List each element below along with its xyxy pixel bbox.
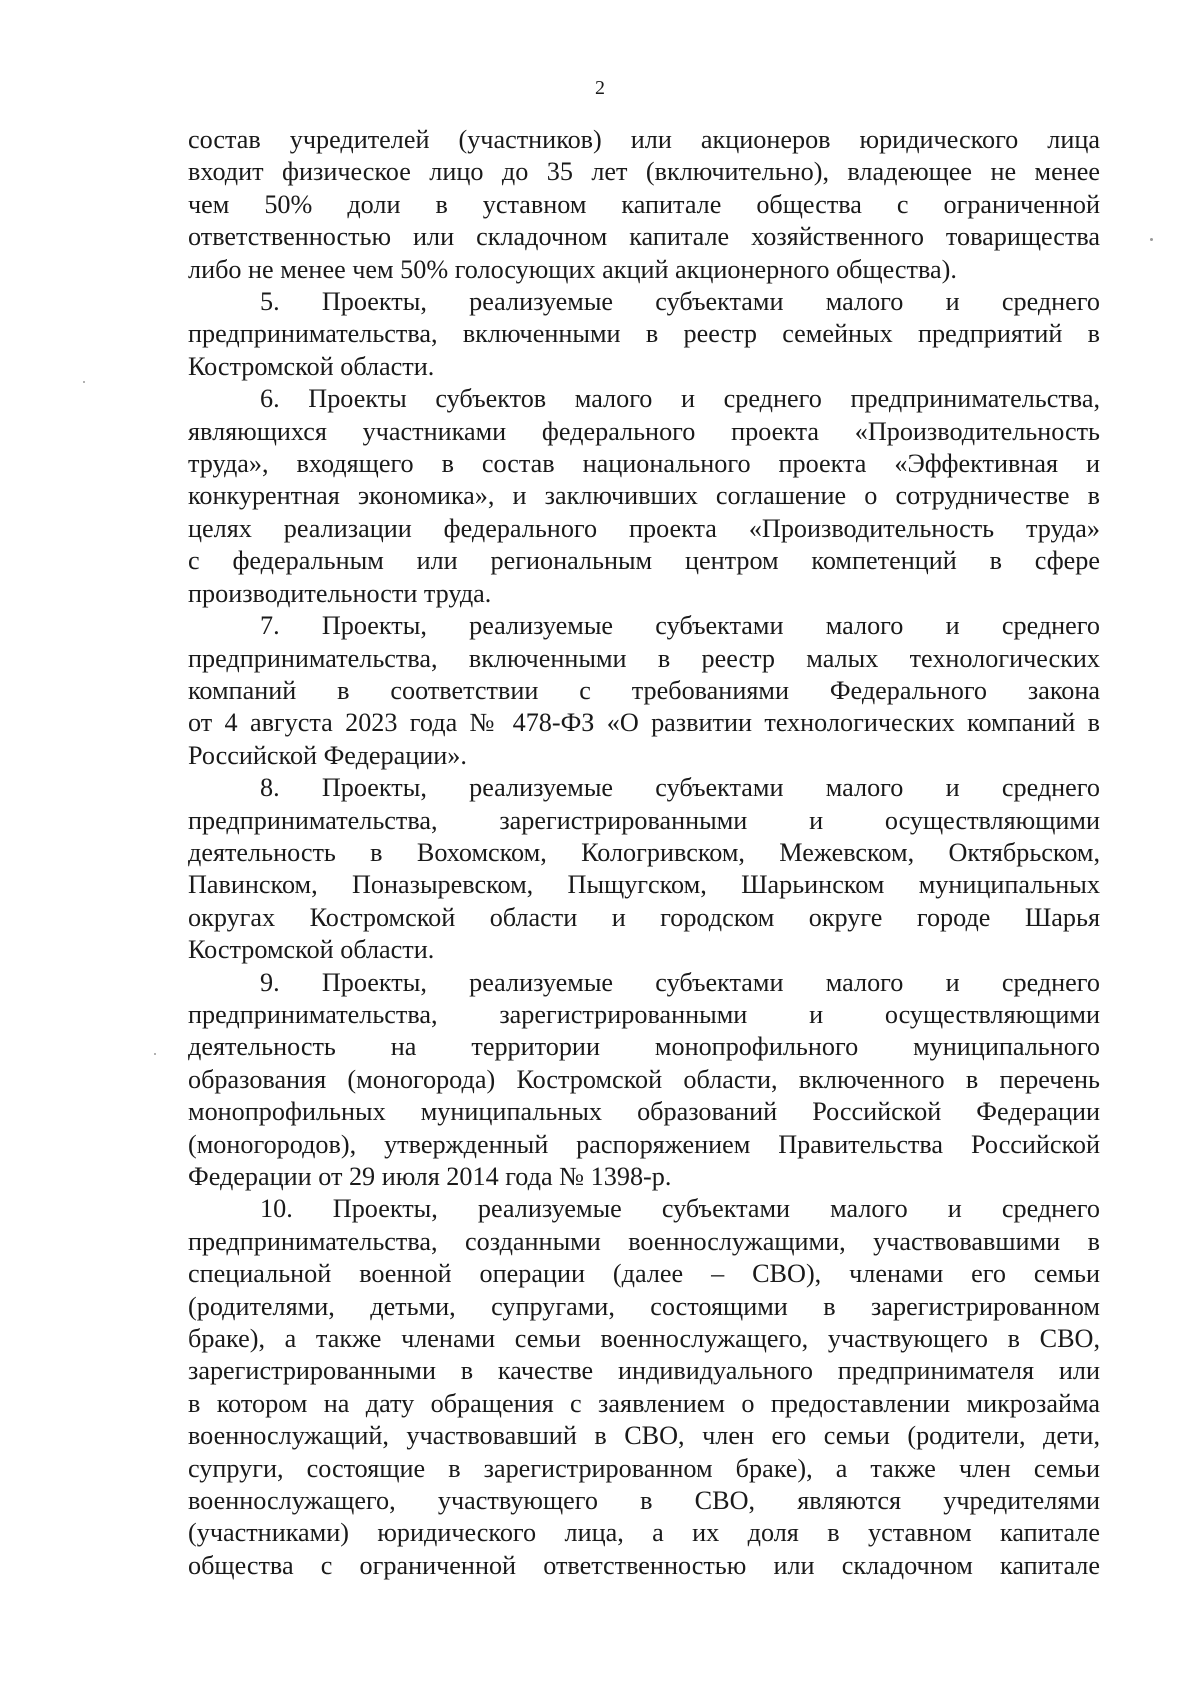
text-line: (моногородов), утвержденный распоряжением Правительства Российской [188,1129,1100,1159]
text-line: 9. Проекты, реализуемые субъектами малого и среднего [260,967,1100,997]
text-line: (участниками) юридического лица, а их доля в уставном капитале [188,1518,1100,1548]
text-line: 5. Проекты, реализуемые субъектами малого и среднего [260,287,1100,317]
text-line: деятельность на территории монопрофильного муниципального [188,1032,1100,1062]
text-line: браке), а также членами семьи военнослужащего, участвующего в СВО, [188,1324,1100,1354]
text-line: предпринимательства, созданными военнослужащими, участвовавшими в [188,1226,1100,1256]
text-line: в котором на дату обращения с заявлением о предоставлении микрозайма [188,1388,1100,1418]
text-line: (родителями, детьми, супругами, состоящими в зарегистрированном [188,1291,1100,1321]
paragraph-1 [188,124,1100,286]
text-line: производительности труда. [188,578,492,608]
text-line: 10. Проекты, реализуемые субъектами малого и среднего [260,1194,1100,1224]
text-line: с федеральным или региональным центром компетенций в сфере [188,546,1100,576]
text-line: входит физическое лицо до 35 лет (включительно), владеющее не менее [188,157,1100,187]
paragraph-3 [188,383,1100,610]
text-line: округах Костромской области и городском округе городе Шарья [188,902,1100,932]
text-line: монопрофильных муниципальных образований Российской Федерации [188,1097,1100,1127]
page-number: 2 [595,77,605,99]
text-line: Федерации от 29 июля 2014 года № 1398-р. [188,1162,672,1191]
text-line: супруги, состоящие в зарегистрированном браке), а также член семьи [188,1453,1100,1483]
paragraph-7 [188,1193,1100,1582]
text-line: компаний в соответствии с требованиями Федерального закона [188,675,1100,705]
text-line: состав учредителей (участников) или акционеров юридического лица [188,125,1100,154]
text-line: образования (моногорода) Костромской области, включенного в перечень [188,1064,1100,1094]
paragraph-4 [188,610,1100,772]
text-line: 7. Проекты, реализуемые субъектами малого и среднего [260,611,1100,641]
paragraph-5 [188,772,1100,966]
text-line: конкурентная экономика», и заключивших соглашение о сотрудничестве в [188,481,1100,511]
paragraph-6 [188,967,1100,1194]
text-line: предпринимательства, зарегистрированными и осуществляющими [188,805,1100,835]
text-line: военнослужащий, участвовавший в СВО, член его семьи (родители, дети, [188,1421,1100,1451]
text-line: деятельность в Вохомском, Кологривском, Межевском, Октябрьском, [188,837,1100,867]
text-line: предпринимательства, включенными в реестр малых технологических [188,643,1100,673]
text-line: Костромской области. [188,351,435,381]
text-line: либо не менее чем 50% голосующих акций акционерного общества). [188,254,957,284]
text-line: военнослужащего, участвующего в СВО, являются учредителями [188,1486,1100,1516]
document-body [188,124,1100,1582]
text-line: специальной военной операции (далее – СВО), членами его семьи [188,1259,1100,1289]
text-line: являющихся участниками федерального проекта «Производительность [188,416,1100,446]
text-line: чем 50% доли в уставном капитале общества с ограниченной [188,189,1100,219]
text-line: 8. Проекты, реализуемые субъектами малого и среднего [260,773,1100,803]
text-line: Павинском, Поназыревском, Пыщугском, Шарьинском муниципальных [188,870,1100,900]
text-line: от 4 августа 2023 года № 478-ФЗ «О развитии технологических компаний в [188,708,1100,738]
text-line: предпринимательства, зарегистрированными и осуществляющими [188,999,1100,1029]
paragraph-2 [188,286,1100,383]
text-line: предпринимательства, включенными в реестр семейных предприятий в [188,319,1100,349]
text-line: Российской Федерации». [188,740,467,770]
text-line: 6. Проекты субъектов малого и среднего предпринимательства, [260,384,1100,414]
text-line: труда», входящего в состав национального проекта «Эффективная и [188,449,1100,479]
text-line: ответственностью или складочном капитале хозяйственного товарищества [188,222,1100,252]
text-line: общества с ограниченной ответственностью или складочном капитале [188,1550,1100,1580]
text-line: Костромской области. [188,935,435,965]
text-line: зарегистрированными в качестве индивидуального предпринимателя или [188,1356,1100,1386]
text-line: целях реализации федерального проекта «Производительность труда» [188,513,1100,543]
